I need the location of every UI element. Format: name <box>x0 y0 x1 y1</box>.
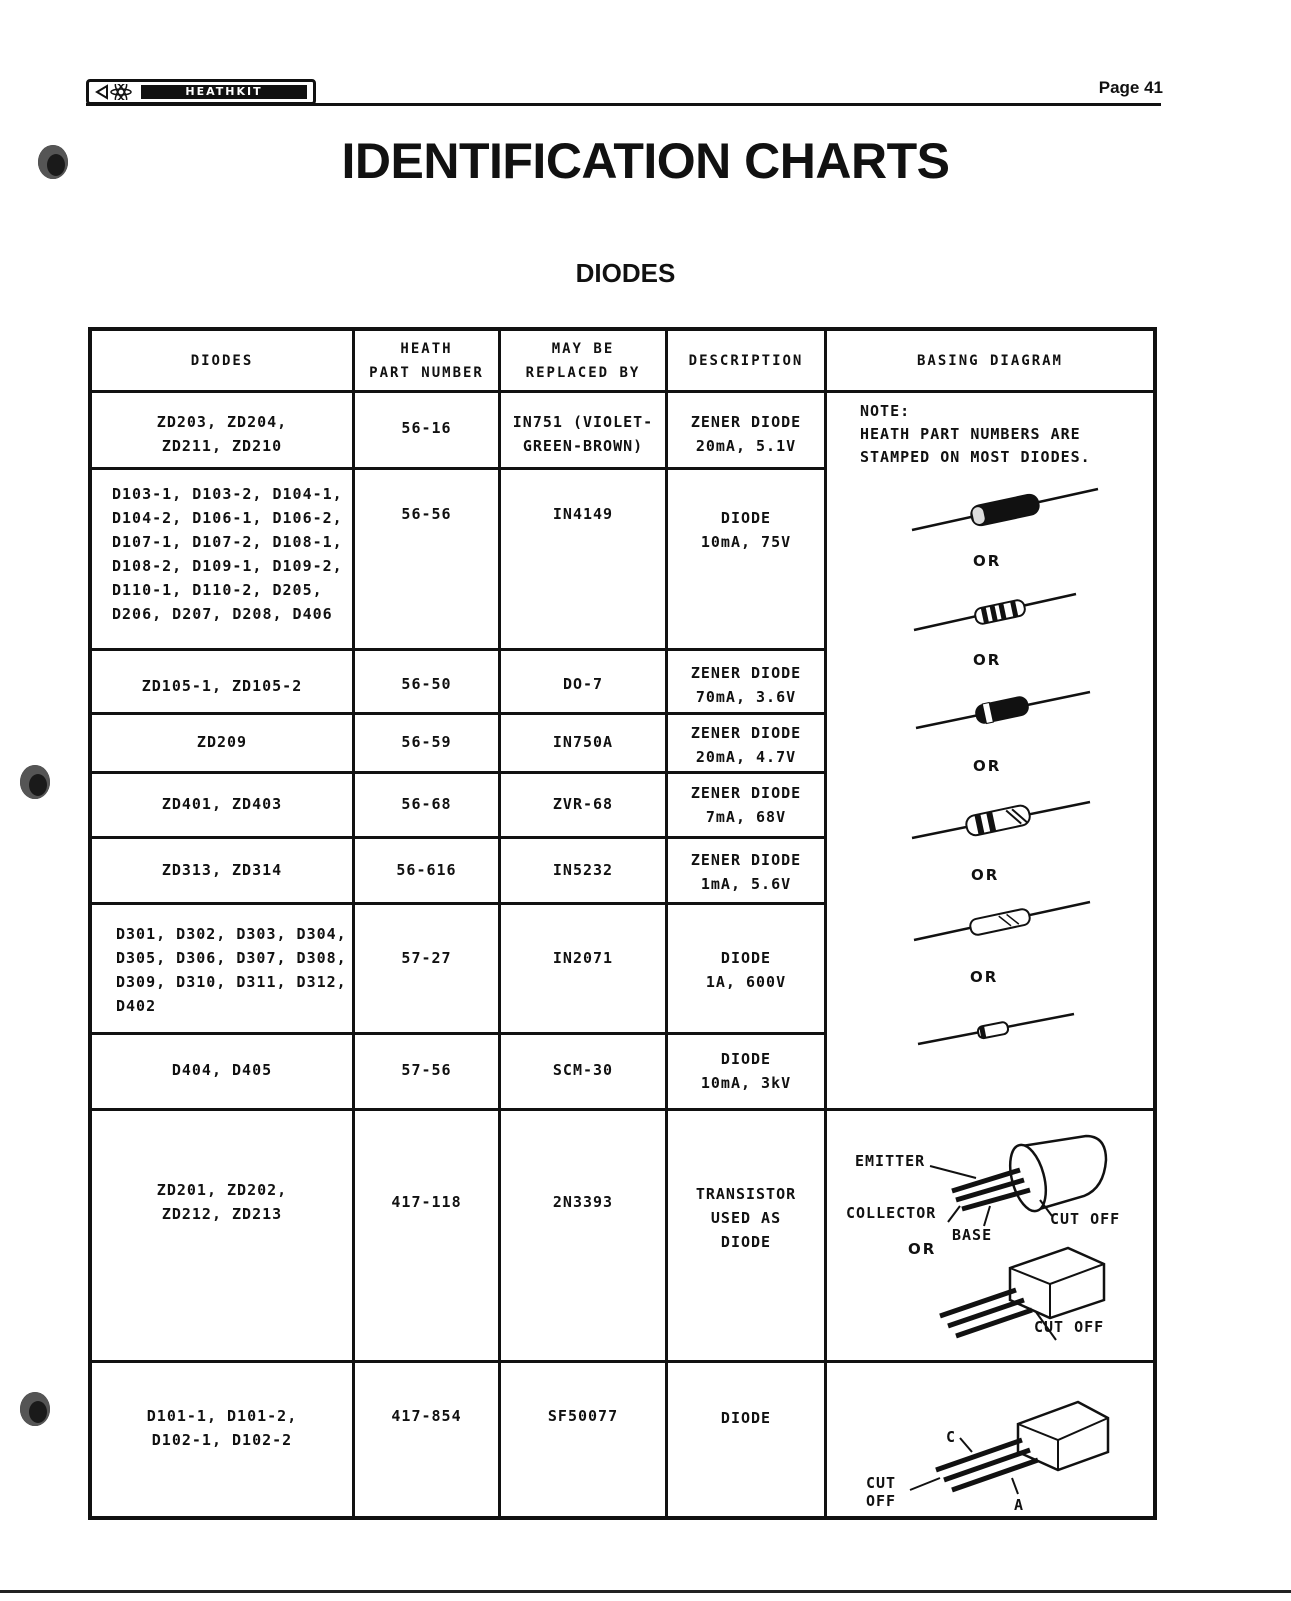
row1-desc: ZENER DIODE 20mA, 5.1V <box>690 413 802 455</box>
row9-desc: TRANSISTOR USED AS DIODE <box>695 1185 797 1251</box>
anode-label: A <box>1014 1496 1025 1514</box>
section-title: DIODES <box>575 258 676 288</box>
row8-desc: DIODE 10mA, 3kV <box>700 1050 792 1092</box>
row5-part: 56-68 <box>401 795 452 813</box>
header-basing-diagram: BASING DIAGRAM <box>916 353 1063 369</box>
row2-diodes: D103-1, D103-2, D104-1, D104-2, D106-1, D106-2, D107-1, D107-2, D108-1, D108-2, D109-1, D109-2, D110-1, D110-2, D205, D206, D207, D208, D406 <box>112 485 343 623</box>
page-bottom-rule <box>0 1590 1291 1593</box>
row5-replace: ZVR-68 <box>552 795 614 813</box>
header-diodes: DIODES <box>190 353 254 369</box>
row7-replace: IN2071 <box>552 949 614 967</box>
row3-part: 56-50 <box>401 675 452 693</box>
base-label: BASE <box>952 1226 993 1244</box>
row1-diodes: ZD203, ZD204, ZD211, ZD210 <box>156 413 288 455</box>
diode-drawing-3 <box>916 692 1090 728</box>
row2-desc: DIODE 10mA, 75V <box>700 509 792 551</box>
row4-desc: ZENER DIODE 20mA, 4.7V <box>690 724 802 766</box>
row5-desc: ZENER DIODE 7mA, 68V <box>690 784 802 826</box>
row2-replace: IN4149 <box>552 505 614 523</box>
row6-replace: IN5232 <box>552 861 614 879</box>
logo-wordmark: HEATHKIT <box>141 85 307 99</box>
row9-part: 417-118 <box>391 1193 462 1211</box>
row3-diodes: ZD105-1, ZD105-2 <box>141 677 303 695</box>
row6-diodes: ZD313, ZD314 <box>161 861 283 879</box>
cut-off-label: CUT OFF <box>1034 1318 1105 1336</box>
row4-part: 56-59 <box>401 733 452 751</box>
row4-diodes: ZD209 <box>196 733 248 751</box>
or-label: OR <box>908 1240 937 1258</box>
row4-replace: IN750A <box>552 733 614 751</box>
collector-label: COLLECTOR <box>846 1204 937 1222</box>
row10-desc: DIODE <box>720 1409 772 1427</box>
diode-drawing-1 <box>912 489 1098 530</box>
cut-off-label: CUT OFF <box>866 1474 897 1510</box>
row1-replace: IN751 (VIOLET- GREEN-BROWN) <box>512 413 654 455</box>
cut-off-label: CUT OFF <box>1050 1210 1121 1228</box>
diode-drawing-5 <box>914 902 1090 940</box>
diode-drawing-2 <box>914 594 1076 630</box>
row10-diodes: D101-1, D101-2, D102-1, D102-2 <box>146 1407 298 1449</box>
row6-desc: ZENER DIODE 1mA, 5.6V <box>690 851 802 893</box>
header-replaced-by: MAY BE REPLACED BY <box>525 341 641 381</box>
row1-part: 56-16 <box>401 419 452 437</box>
row7-diodes: D301, D302, D303, D304, D305, D306, D307, D308, D309, D310, D311, D312, D402 <box>116 925 347 1015</box>
row3-desc: ZENER DIODE 70mA, 3.6V <box>690 664 802 706</box>
row3-replace: DO-7 <box>562 675 604 693</box>
row9-diodes: ZD201, ZD202, ZD212, ZD213 <box>156 1181 288 1223</box>
row5-diodes: ZD401, ZD403 <box>161 795 283 813</box>
row2-part: 56-56 <box>401 505 452 523</box>
row10-replace: SF50077 <box>547 1407 619 1425</box>
row8-part: 57-56 <box>401 1061 452 1079</box>
diode-drawing-6 <box>918 1014 1074 1044</box>
or-label: OR <box>973 757 1002 775</box>
diode-package-drawing <box>910 1402 1108 1494</box>
row8-diodes: D404, D405 <box>171 1061 273 1079</box>
cathode-label: C <box>946 1428 957 1446</box>
row9-replace: 2N3393 <box>552 1193 614 1211</box>
emitter-label: EMITTER <box>855 1152 926 1170</box>
row10-part: 417-854 <box>391 1407 462 1425</box>
page-number: Page 41 <box>1098 78 1163 97</box>
basing-note: NOTE: HEATH PART NUMBERS ARE STAMPED ON MOST DIODES. <box>860 402 1091 466</box>
diode-drawing-4 <box>912 802 1090 838</box>
or-label: OR <box>973 651 1002 669</box>
or-label: OR <box>970 968 999 986</box>
or-label: OR <box>971 866 1000 884</box>
row8-replace: SCM-30 <box>552 1061 614 1079</box>
page-title: IDENTIFICATION CHARTS <box>341 133 950 189</box>
or-label: OR <box>973 552 1002 570</box>
row7-part: 57-27 <box>401 949 452 967</box>
row7-desc: DIODE 1A, 600V <box>705 949 787 991</box>
row6-part: 56-616 <box>396 861 457 879</box>
header-description: DESCRIPTION <box>688 353 804 369</box>
header-part-number: HEATH PART NUMBER <box>369 341 484 381</box>
